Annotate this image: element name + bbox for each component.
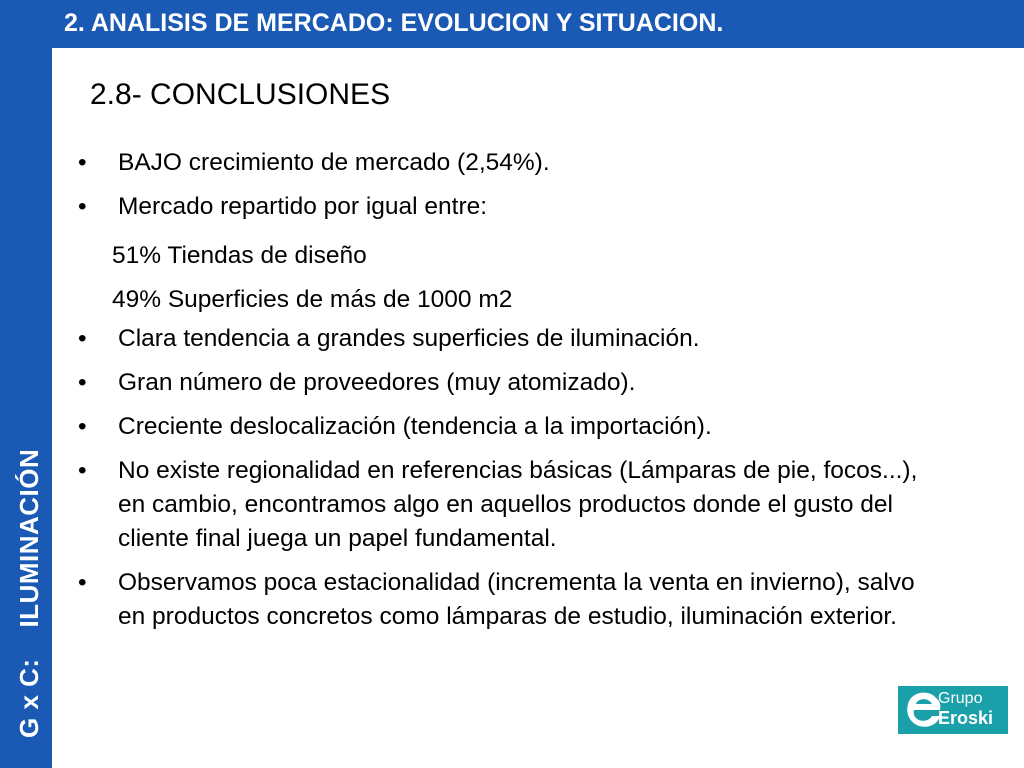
- bullet-dot: •: [78, 413, 87, 440]
- list-item-text: Mercado repartido por igual entre:: [118, 193, 488, 220]
- list-item-text: Gran número de proveedores (muy atomizado).: [118, 369, 636, 396]
- bullet-dot: •: [78, 369, 87, 396]
- list-item: [78, 146, 958, 190]
- list-item: [78, 566, 928, 634]
- list-item: [78, 190, 958, 234]
- sidebar-label: G x C: ILUMINACIÓN: [14, 448, 44, 738]
- sub-item: 51% Tiendas de diseño: [112, 242, 367, 269]
- bullet-dot: •: [78, 457, 87, 484]
- bullet-dot: •: [78, 569, 87, 596]
- list-item-text: No existe regionalidad en referencias básicas (Lámparas de pie, focos...), en cambio, encontramos algo en aquellos productos donde el gusto del cliente final juega un papel fundamental.: [118, 457, 918, 552]
- bullet-dot: •: [78, 193, 87, 220]
- sub-item: 49% Superficies de más de 1000 m2: [112, 286, 513, 313]
- header-title: 2. ANALISIS DE MERCADO: EVOLUCION Y SITUACION.: [64, 9, 724, 37]
- grupo-eroski-logo: [898, 686, 1008, 734]
- list-item: [78, 322, 958, 366]
- section-title: 2.8- CONCLUSIONES: [90, 78, 391, 111]
- bullet-dot: •: [78, 149, 87, 176]
- list-item: [78, 410, 958, 454]
- list-item-text: Clara tendencia a grandes superficies de iluminación.: [118, 325, 700, 352]
- logo-text-eroski: Eroski: [938, 708, 994, 728]
- header-bar: [52, 0, 1024, 48]
- list-item-text: BAJO crecimiento de mercado (2,54%).: [118, 149, 550, 176]
- list-item: [78, 366, 958, 410]
- list-item-text: Creciente deslocalización (tendencia a la importación).: [118, 413, 712, 440]
- left-sidebar-bar: [0, 0, 52, 768]
- logo-text-grupo: Grupo: [938, 690, 983, 707]
- bullet-list: [78, 146, 958, 644]
- list-item-text: Observamos poca estacionalidad (incrementa la venta en invierno), salvo en productos concretos como lámparas de estudio, iluminación exterior.: [118, 569, 915, 630]
- list-item: [78, 454, 918, 556]
- bullet-dot: •: [78, 325, 87, 352]
